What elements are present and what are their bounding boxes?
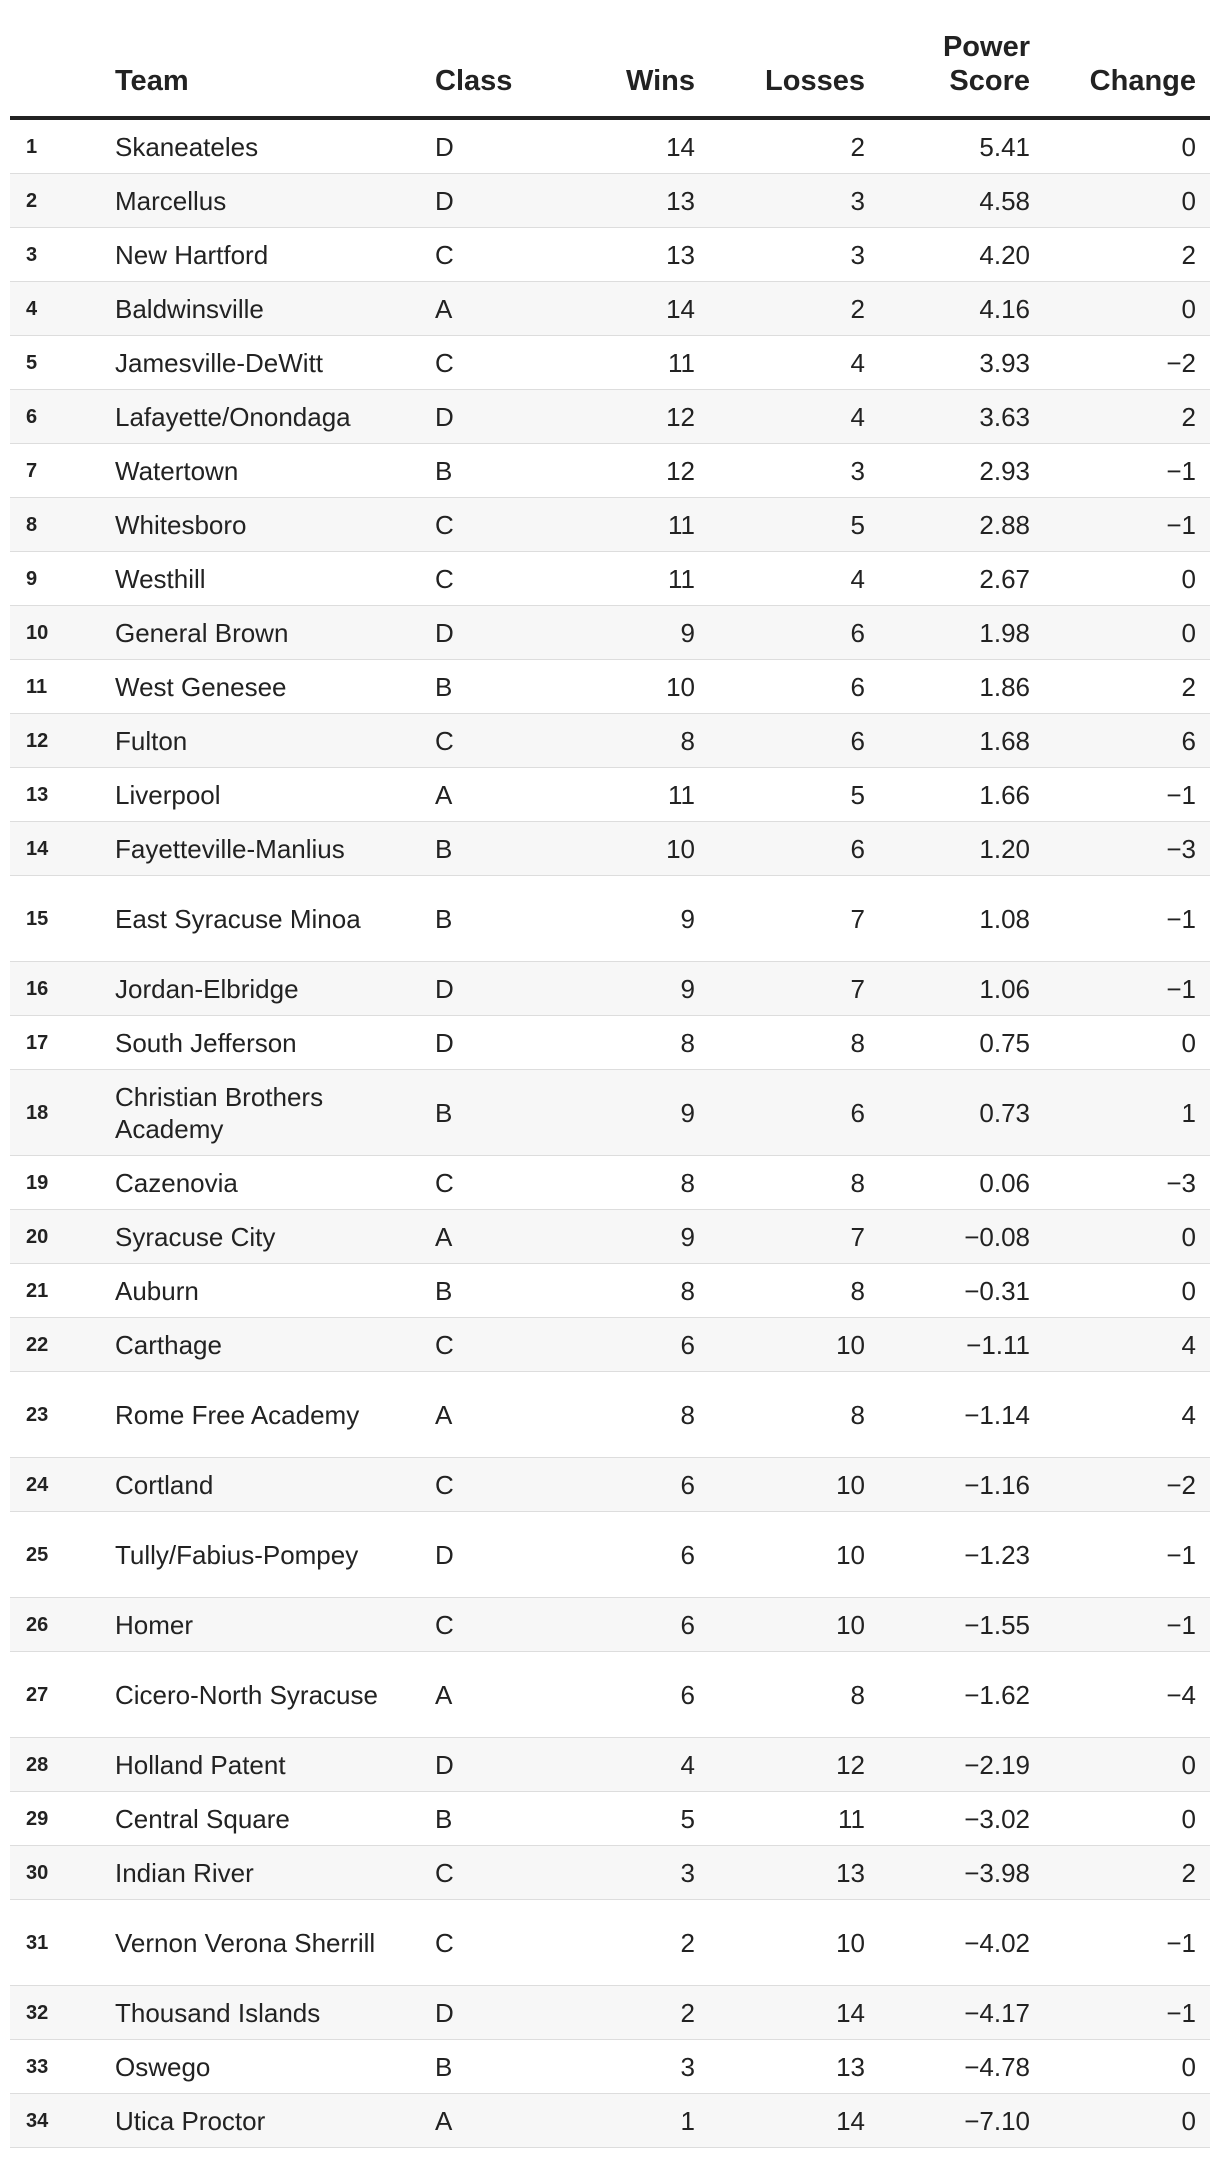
cell-power-score: −4.17 xyxy=(865,1986,1030,2040)
header-row xyxy=(10,0,1210,118)
cell-class: B xyxy=(435,1070,560,1156)
cell-power-score: −3.02 xyxy=(865,1792,1030,1846)
cell-class: A xyxy=(435,768,560,822)
table-row xyxy=(10,1318,1210,1372)
cell-rank: 25 xyxy=(10,1512,115,1598)
table-row xyxy=(10,1264,1210,1318)
cell-power-score: 1.98 xyxy=(865,606,1030,660)
cell-power-score: 0.06 xyxy=(865,1156,1030,1210)
table-row xyxy=(10,282,1210,336)
cell-team: Rome Free Academy xyxy=(115,1372,435,1458)
table-row xyxy=(10,1210,1210,1264)
cell-wins: 6 xyxy=(560,1652,695,1738)
cell-class: A xyxy=(435,1652,560,1738)
cell-rank: 27 xyxy=(10,1652,115,1738)
cell-class: A xyxy=(435,1210,560,1264)
cell-losses: 8 xyxy=(695,1264,865,1318)
cell-change: 6 xyxy=(1030,714,1210,768)
cell-wins: 6 xyxy=(560,1512,695,1598)
cell-team: Vernon Verona Sherrill xyxy=(115,1900,435,1986)
cell-losses: 5 xyxy=(695,768,865,822)
table-row xyxy=(10,1652,1210,1738)
cell-losses: 6 xyxy=(695,606,865,660)
cell-change: 0 xyxy=(1030,282,1210,336)
table-row xyxy=(10,1598,1210,1652)
cell-losses: 12 xyxy=(695,1738,865,1792)
cell-class: D xyxy=(435,1016,560,1070)
cell-class: B xyxy=(435,2040,560,2094)
cell-rank: 30 xyxy=(10,1846,115,1900)
cell-change: 0 xyxy=(1030,1210,1210,1264)
cell-losses: 7 xyxy=(695,962,865,1016)
cell-power-score: 3.63 xyxy=(865,390,1030,444)
cell-team: General Brown xyxy=(115,606,435,660)
cell-team: Cazenovia xyxy=(115,1156,435,1210)
cell-rank: 7 xyxy=(10,444,115,498)
table-row xyxy=(10,118,1210,174)
cell-rank: 9 xyxy=(10,552,115,606)
cell-losses: 8 xyxy=(695,1016,865,1070)
cell-power-score: 1.08 xyxy=(865,876,1030,962)
cell-class: D xyxy=(435,390,560,444)
cell-change: 0 xyxy=(1030,2094,1210,2148)
cell-change: 2 xyxy=(1030,660,1210,714)
cell-class: C xyxy=(435,498,560,552)
cell-wins: 9 xyxy=(560,1070,695,1156)
cell-team: Fulton xyxy=(115,714,435,768)
header-power-line1: Power xyxy=(942,31,1030,63)
header-rank xyxy=(10,0,115,118)
cell-change: 0 xyxy=(1030,552,1210,606)
cell-rank: 15 xyxy=(10,876,115,962)
cell-power-score: 4.20 xyxy=(865,228,1030,282)
cell-class: C xyxy=(435,1598,560,1652)
cell-power-score: −4.78 xyxy=(865,2040,1030,2094)
cell-rank: 16 xyxy=(10,962,115,1016)
cell-team: Skaneateles xyxy=(115,118,435,174)
cell-class: B xyxy=(435,444,560,498)
cell-change: −3 xyxy=(1030,1156,1210,1210)
cell-class: D xyxy=(435,962,560,1016)
cell-class: B xyxy=(435,1792,560,1846)
cell-change: −1 xyxy=(1030,444,1210,498)
table-row xyxy=(10,2094,1210,2148)
cell-power-score: 2.88 xyxy=(865,498,1030,552)
cell-class: A xyxy=(435,2094,560,2148)
cell-change: 1 xyxy=(1030,1070,1210,1156)
table-row xyxy=(10,1372,1210,1458)
table-row xyxy=(10,876,1210,962)
table-row xyxy=(10,660,1210,714)
table-row xyxy=(10,962,1210,1016)
cell-change: −1 xyxy=(1030,1986,1210,2040)
cell-rank: 6 xyxy=(10,390,115,444)
cell-wins: 2 xyxy=(560,1900,695,1986)
table-row xyxy=(10,768,1210,822)
cell-team: Westhill xyxy=(115,552,435,606)
cell-losses: 2 xyxy=(695,118,865,174)
cell-wins: 9 xyxy=(560,962,695,1016)
header-power-line2: Score xyxy=(949,65,1030,97)
cell-losses: 7 xyxy=(695,1210,865,1264)
cell-power-score: −4.02 xyxy=(865,1900,1030,1986)
cell-team: Utica Proctor xyxy=(115,2094,435,2148)
cell-losses: 4 xyxy=(695,390,865,444)
cell-team: New Hartford xyxy=(115,228,435,282)
cell-losses: 14 xyxy=(695,1986,865,2040)
cell-wins: 14 xyxy=(560,118,695,174)
cell-wins: 14 xyxy=(560,282,695,336)
cell-change: −1 xyxy=(1030,1512,1210,1598)
cell-wins: 10 xyxy=(560,660,695,714)
cell-rank: 13 xyxy=(10,768,115,822)
cell-team: Whitesboro xyxy=(115,498,435,552)
cell-losses: 13 xyxy=(695,1846,865,1900)
cell-losses: 6 xyxy=(695,1070,865,1156)
cell-power-score: −7.10 xyxy=(865,2094,1030,2148)
cell-power-score: 1.66 xyxy=(865,768,1030,822)
cell-rank: 14 xyxy=(10,822,115,876)
cell-losses: 3 xyxy=(695,444,865,498)
cell-change: −1 xyxy=(1030,962,1210,1016)
cell-wins: 11 xyxy=(560,498,695,552)
table-row xyxy=(10,1900,1210,1986)
cell-wins: 8 xyxy=(560,1156,695,1210)
cell-class: C xyxy=(435,714,560,768)
cell-change: 0 xyxy=(1030,1264,1210,1318)
cell-class: C xyxy=(435,336,560,390)
cell-wins: 10 xyxy=(560,822,695,876)
cell-change: −2 xyxy=(1030,1458,1210,1512)
cell-change: 4 xyxy=(1030,1318,1210,1372)
cell-power-score: 4.16 xyxy=(865,282,1030,336)
cell-power-score: 5.41 xyxy=(865,118,1030,174)
cell-change: 0 xyxy=(1030,118,1210,174)
cell-losses: 13 xyxy=(695,2040,865,2094)
cell-power-score: 1.20 xyxy=(865,822,1030,876)
cell-rank: 21 xyxy=(10,1264,115,1318)
cell-team: Fayetteville-Manlius xyxy=(115,822,435,876)
header-team[interactable]: Team xyxy=(115,0,435,118)
cell-change: 0 xyxy=(1030,606,1210,660)
cell-wins: 12 xyxy=(560,444,695,498)
cell-team: Marcellus xyxy=(115,174,435,228)
cell-power-score: −0.31 xyxy=(865,1264,1030,1318)
cell-team: Cicero-North Syracuse xyxy=(115,1652,435,1738)
table-row xyxy=(10,1458,1210,1512)
cell-wins: 8 xyxy=(560,1264,695,1318)
cell-rank: 26 xyxy=(10,1598,115,1652)
cell-wins: 13 xyxy=(560,174,695,228)
cell-class: D xyxy=(435,118,560,174)
cell-losses: 3 xyxy=(695,174,865,228)
cell-power-score: 0.73 xyxy=(865,1070,1030,1156)
cell-power-score: −0.08 xyxy=(865,1210,1030,1264)
cell-rank: 1 xyxy=(10,118,115,174)
cell-team: South Jefferson xyxy=(115,1016,435,1070)
cell-wins: 9 xyxy=(560,876,695,962)
cell-wins: 8 xyxy=(560,1016,695,1070)
table-row xyxy=(10,1512,1210,1598)
cell-team: Watertown xyxy=(115,444,435,498)
cell-wins: 9 xyxy=(560,1210,695,1264)
table-row xyxy=(10,714,1210,768)
cell-wins: 9 xyxy=(560,606,695,660)
table-row xyxy=(10,1846,1210,1900)
cell-wins: 3 xyxy=(560,2040,695,2094)
cell-wins: 2 xyxy=(560,1986,695,2040)
cell-rank: 4 xyxy=(10,282,115,336)
cell-losses: 14 xyxy=(695,2094,865,2148)
cell-team: Christian Brothers Academy xyxy=(115,1070,435,1156)
table-row xyxy=(10,336,1210,390)
table-row xyxy=(10,1986,1210,2040)
cell-losses: 2 xyxy=(695,282,865,336)
cell-class: C xyxy=(435,228,560,282)
cell-change: 2 xyxy=(1030,228,1210,282)
cell-change: 0 xyxy=(1030,1016,1210,1070)
cell-class: A xyxy=(435,282,560,336)
cell-power-score: −1.16 xyxy=(865,1458,1030,1512)
cell-class: D xyxy=(435,1738,560,1792)
cell-change: −1 xyxy=(1030,876,1210,962)
cell-power-score: 3.93 xyxy=(865,336,1030,390)
cell-rank: 17 xyxy=(10,1016,115,1070)
cell-class: B xyxy=(435,660,560,714)
cell-power-score: 1.06 xyxy=(865,962,1030,1016)
cell-wins: 12 xyxy=(560,390,695,444)
power-rankings-table-container xyxy=(10,0,1210,2148)
cell-losses: 8 xyxy=(695,1156,865,1210)
cell-wins: 6 xyxy=(560,1598,695,1652)
cell-class: B xyxy=(435,876,560,962)
cell-losses: 4 xyxy=(695,336,865,390)
cell-team: Syracuse City xyxy=(115,1210,435,1264)
cell-class: C xyxy=(435,1156,560,1210)
table-row xyxy=(10,552,1210,606)
cell-wins: 6 xyxy=(560,1318,695,1372)
cell-team: Holland Patent xyxy=(115,1738,435,1792)
cell-change: 4 xyxy=(1030,1372,1210,1458)
table-row xyxy=(10,228,1210,282)
cell-wins: 3 xyxy=(560,1846,695,1900)
cell-losses: 6 xyxy=(695,822,865,876)
table-row xyxy=(10,174,1210,228)
cell-rank: 8 xyxy=(10,498,115,552)
cell-class: B xyxy=(435,822,560,876)
cell-team: East Syracuse Minoa xyxy=(115,876,435,962)
cell-change: −1 xyxy=(1030,768,1210,822)
cell-rank: 33 xyxy=(10,2040,115,2094)
table-row xyxy=(10,1738,1210,1792)
header-change[interactable]: Change xyxy=(1030,0,1210,118)
cell-rank: 31 xyxy=(10,1900,115,1986)
cell-rank: 19 xyxy=(10,1156,115,1210)
cell-team: Jordan-Elbridge xyxy=(115,962,435,1016)
cell-rank: 23 xyxy=(10,1372,115,1458)
cell-team: Carthage xyxy=(115,1318,435,1372)
cell-power-score: −1.11 xyxy=(865,1318,1030,1372)
cell-losses: 8 xyxy=(695,1372,865,1458)
cell-change: 0 xyxy=(1030,1738,1210,1792)
cell-rank: 34 xyxy=(10,2094,115,2148)
cell-team: Liverpool xyxy=(115,768,435,822)
cell-wins: 13 xyxy=(560,228,695,282)
table-header xyxy=(10,0,1210,118)
cell-change: −1 xyxy=(1030,1598,1210,1652)
cell-power-score: 0.75 xyxy=(865,1016,1030,1070)
header-losses[interactable]: Losses xyxy=(695,0,865,118)
cell-power-score: −1.14 xyxy=(865,1372,1030,1458)
cell-rank: 29 xyxy=(10,1792,115,1846)
cell-team: Indian River xyxy=(115,1846,435,1900)
header-wins[interactable]: Wins xyxy=(560,0,695,118)
cell-power-score: −3.98 xyxy=(865,1846,1030,1900)
cell-losses: 6 xyxy=(695,714,865,768)
cell-team: Baldwinsville xyxy=(115,282,435,336)
cell-rank: 24 xyxy=(10,1458,115,1512)
cell-team: Thousand Islands xyxy=(115,1986,435,2040)
header-class[interactable]: Class xyxy=(435,0,560,118)
table-row xyxy=(10,1792,1210,1846)
cell-class: C xyxy=(435,1458,560,1512)
cell-wins: 11 xyxy=(560,552,695,606)
cell-class: D xyxy=(435,1986,560,2040)
cell-losses: 10 xyxy=(695,1900,865,1986)
cell-rank: 28 xyxy=(10,1738,115,1792)
cell-losses: 11 xyxy=(695,1792,865,1846)
cell-wins: 11 xyxy=(560,336,695,390)
cell-change: −1 xyxy=(1030,1900,1210,1986)
cell-power-score: 1.86 xyxy=(865,660,1030,714)
cell-class: C xyxy=(435,1318,560,1372)
cell-losses: 10 xyxy=(695,1458,865,1512)
cell-class: C xyxy=(435,1846,560,1900)
cell-losses: 10 xyxy=(695,1598,865,1652)
cell-rank: 18 xyxy=(10,1070,115,1156)
cell-class: D xyxy=(435,1512,560,1598)
cell-losses: 3 xyxy=(695,228,865,282)
cell-change: −3 xyxy=(1030,822,1210,876)
cell-team: Jamesville-DeWitt xyxy=(115,336,435,390)
cell-change: −4 xyxy=(1030,1652,1210,1738)
cell-losses: 7 xyxy=(695,876,865,962)
cell-rank: 5 xyxy=(10,336,115,390)
cell-power-score: 1.68 xyxy=(865,714,1030,768)
cell-team: Auburn xyxy=(115,1264,435,1318)
cell-wins: 11 xyxy=(560,768,695,822)
cell-class: C xyxy=(435,1900,560,1986)
cell-team: Lafayette/Onondaga xyxy=(115,390,435,444)
cell-power-score: −1.62 xyxy=(865,1652,1030,1738)
cell-power-score: 2.93 xyxy=(865,444,1030,498)
cell-wins: 8 xyxy=(560,1372,695,1458)
cell-rank: 20 xyxy=(10,1210,115,1264)
header-power-score[interactable] xyxy=(865,0,1030,118)
cell-change: 0 xyxy=(1030,174,1210,228)
table-body xyxy=(10,118,1210,2148)
cell-rank: 3 xyxy=(10,228,115,282)
cell-class: C xyxy=(435,552,560,606)
cell-team: Homer xyxy=(115,1598,435,1652)
cell-wins: 5 xyxy=(560,1792,695,1846)
cell-class: B xyxy=(435,1264,560,1318)
cell-rank: 10 xyxy=(10,606,115,660)
cell-class: D xyxy=(435,606,560,660)
table-row xyxy=(10,1156,1210,1210)
cell-change: −1 xyxy=(1030,498,1210,552)
cell-wins: 1 xyxy=(560,2094,695,2148)
cell-power-score: −1.55 xyxy=(865,1598,1030,1652)
cell-class: A xyxy=(435,1372,560,1458)
cell-change: 2 xyxy=(1030,390,1210,444)
cell-class: D xyxy=(435,174,560,228)
cell-change: 0 xyxy=(1030,2040,1210,2094)
cell-rank: 22 xyxy=(10,1318,115,1372)
table-row xyxy=(10,444,1210,498)
cell-rank: 11 xyxy=(10,660,115,714)
cell-team: Oswego xyxy=(115,2040,435,2094)
table-row xyxy=(10,822,1210,876)
cell-power-score: 2.67 xyxy=(865,552,1030,606)
cell-wins: 6 xyxy=(560,1458,695,1512)
cell-rank: 32 xyxy=(10,1986,115,2040)
cell-team: Cortland xyxy=(115,1458,435,1512)
table-row xyxy=(10,606,1210,660)
cell-change: 2 xyxy=(1030,1846,1210,1900)
table-row xyxy=(10,1016,1210,1070)
cell-change: −2 xyxy=(1030,336,1210,390)
table-row xyxy=(10,1070,1210,1156)
table-row xyxy=(10,2040,1210,2094)
cell-change: 0 xyxy=(1030,1792,1210,1846)
cell-losses: 6 xyxy=(695,660,865,714)
cell-rank: 2 xyxy=(10,174,115,228)
cell-losses: 10 xyxy=(695,1318,865,1372)
cell-losses: 5 xyxy=(695,498,865,552)
cell-power-score: −2.19 xyxy=(865,1738,1030,1792)
cell-losses: 4 xyxy=(695,552,865,606)
table-row xyxy=(10,390,1210,444)
cell-power-score: −1.23 xyxy=(865,1512,1030,1598)
cell-power-score: 4.58 xyxy=(865,174,1030,228)
cell-losses: 8 xyxy=(695,1652,865,1738)
cell-team: Tully/Fabius-Pompey xyxy=(115,1512,435,1598)
table-row xyxy=(10,498,1210,552)
cell-rank: 12 xyxy=(10,714,115,768)
cell-team: Central Square xyxy=(115,1792,435,1846)
cell-team: West Genesee xyxy=(115,660,435,714)
cell-losses: 10 xyxy=(695,1512,865,1598)
cell-wins: 4 xyxy=(560,1738,695,1792)
cell-wins: 8 xyxy=(560,714,695,768)
power-rankings-table xyxy=(10,0,1210,2148)
